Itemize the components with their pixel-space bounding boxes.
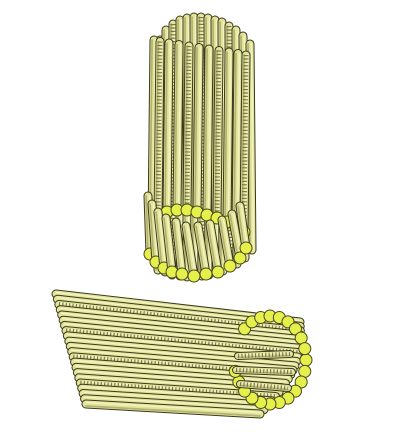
rod-end-cap bbox=[299, 343, 311, 355]
rod-inner bbox=[238, 353, 290, 358]
diagonal-rod-bundle bbox=[56, 292, 312, 415]
vertical-rod-bundle bbox=[144, 17, 254, 282]
rod-end-cap bbox=[300, 354, 312, 366]
rod-inner bbox=[236, 369, 292, 374]
